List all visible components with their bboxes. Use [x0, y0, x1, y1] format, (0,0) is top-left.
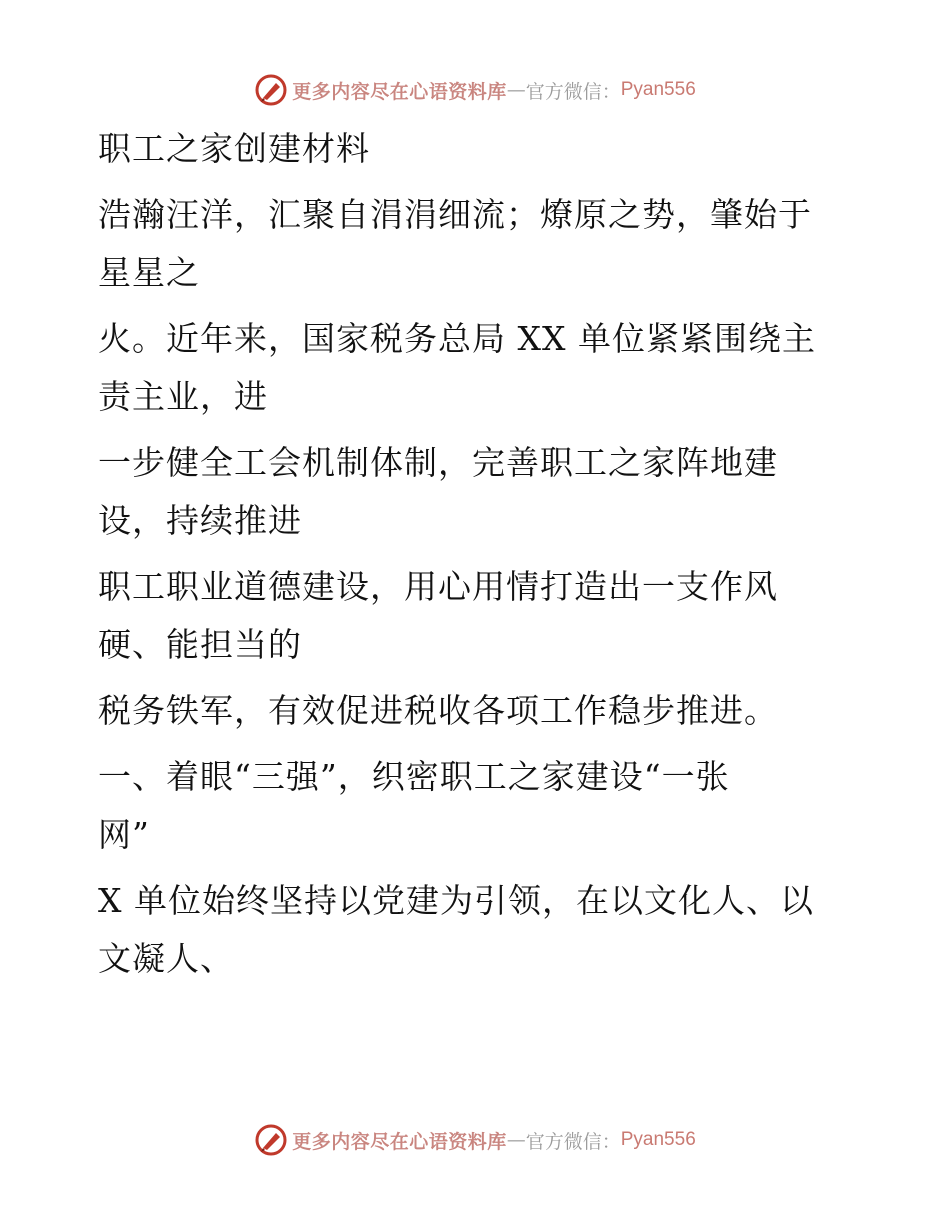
banner-label: 官方微信：: [525, 80, 621, 103]
paragraph-line: 责主业，进: [98, 377, 268, 416]
document-title: 职工之家创建材料: [98, 129, 370, 168]
pen-logo-icon: [254, 73, 288, 107]
footer-watermark-banner: [0, 1118, 950, 1162]
section-heading: 网”: [98, 815, 150, 854]
section-heading: 一、着眼“三强”，织密职工之家建设“一张: [98, 757, 730, 796]
header-watermark-banner: [0, 68, 950, 112]
banner-text: 更多内容尽在心语资料库: [292, 1130, 507, 1153]
pen-logo-icon: [254, 1123, 288, 1157]
document-body: [98, 120, 838, 988]
paragraph-line: 星星之: [98, 253, 200, 292]
paragraph-line: 税务铁军，有效促进税收各项工作稳步推进。: [98, 691, 778, 730]
paragraph-line: X 单位始终坚持以党建为引领，在以文化人、以: [98, 881, 814, 920]
banner-text: 更多内容尽在心语资料库: [292, 80, 507, 103]
banner-wechat-id: Pyan556: [620, 79, 696, 100]
paragraph-line: 浩瀚汪洋，汇聚自涓涓细流；燎原之势，肇始于: [98, 195, 812, 234]
paragraph-line: 文凝人、: [98, 939, 234, 978]
paragraph-line: 一步健全工会机制体制，完善职工之家阵地建: [98, 443, 778, 482]
paragraph-line: 火。近年来，国家税务总局 XX 单位紧紧围绕主: [98, 319, 816, 358]
paragraph-line: 硬、能担当的: [98, 625, 302, 664]
paragraph-line: 设，持续推进: [98, 501, 302, 540]
banner-separator: —: [506, 79, 526, 101]
banner-wechat-id: Pyan556: [620, 1129, 696, 1150]
banner-label: 官方微信：: [525, 1130, 621, 1153]
banner-separator: —: [506, 1129, 526, 1151]
paragraph-line: 职工职业道德建设，用心用情打造出一支作风: [98, 567, 778, 606]
